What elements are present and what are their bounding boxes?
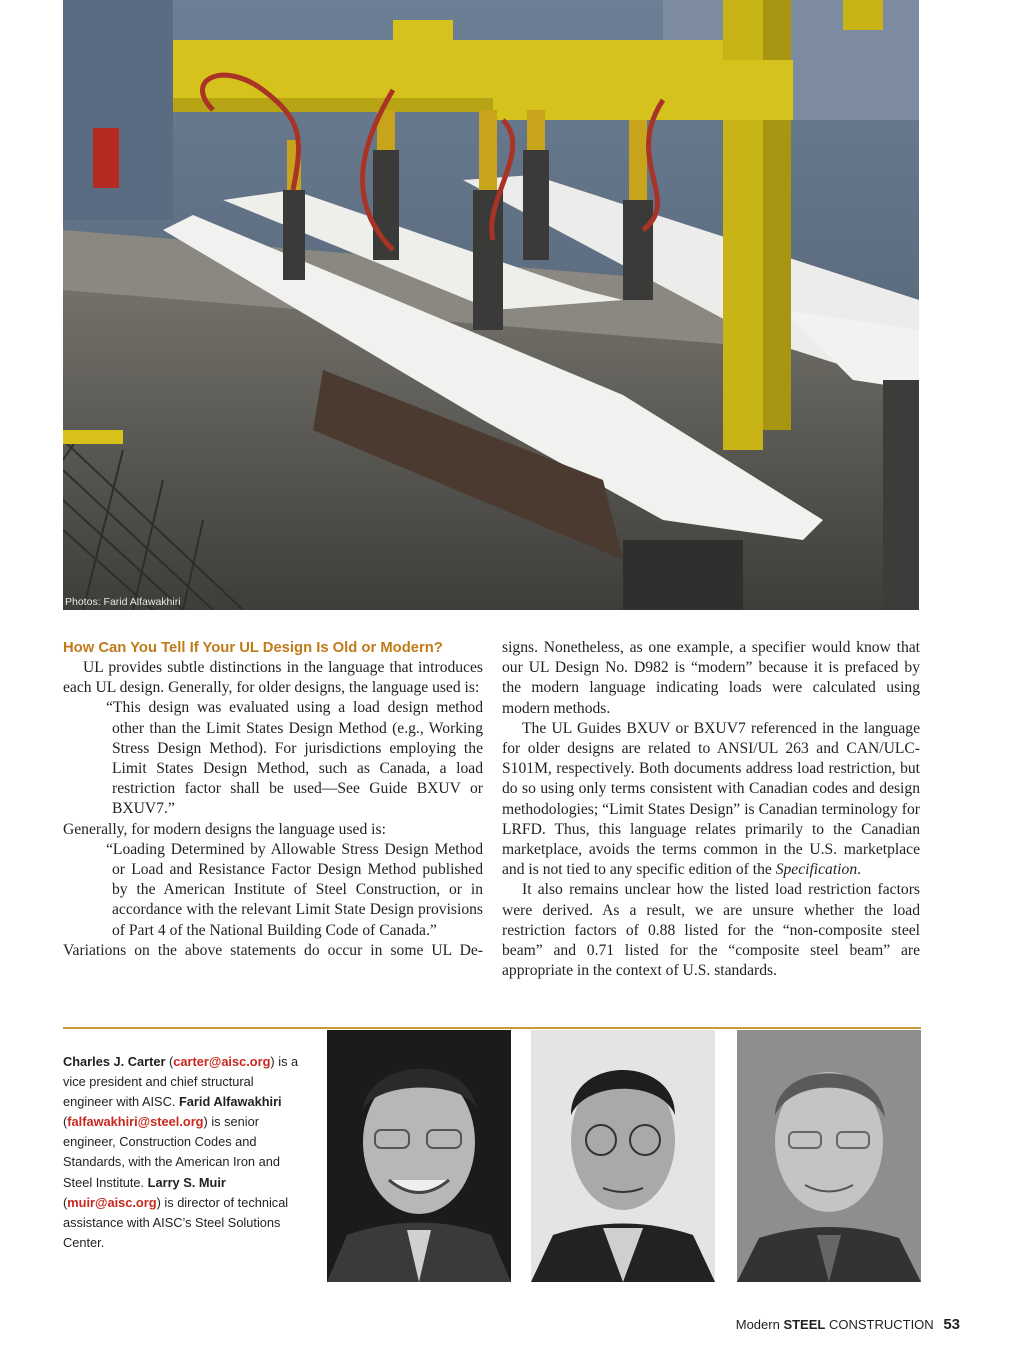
photo-credit: Photos: Farid Alfawakhiri: [65, 596, 181, 608]
paragraph-restriction-factors: It also remains unclear how the listed load restriction factors were derived. As a result, we are unsure whether the load restriction factors of 0.88 listed for the “non-composite steel beam” and 0.71 listed for the “composite steel beam” are appropriate in the context of U.S. standards.: [502, 881, 920, 980]
paragraph-modern-intro: Generally, for modern designs the language used is:: [63, 820, 386, 838]
author-name-muir: Larry S. Muir: [147, 1174, 226, 1190]
footer-construction: CONSTRUCTION: [828, 1317, 934, 1332]
quote-modern-designs: “Loading Determined by Allowable Stress Design Method or Load and Resistance Factor Design Method published by the American Institute of Steel Construction, or in accordance with the relevant Limit State Design provisions of Part 4 of the National Building Code of Canada.”: [106, 840, 483, 939]
email-link-alfawakhiri[interactable]: falfawakhiri@steel.org: [67, 1114, 204, 1130]
page-number: 53: [943, 1316, 960, 1333]
author-bio: Charles J. Carter (carter@aisc.org) is a vice president and chief structural engineer with AISC. Farid Alfawakhiri (falfawakhiri@steel.org) is senior engineer, Construction Codes and Standards, with the American Iron and Steel Institute. Larry S. Muir (muir@aisc.org) is director of technical assistance with AISC’s Steel Solutions Center.: [63, 1054, 299, 1250]
paragraph-ul-guides: The UL Guides BXUV or BXUV7 referenced in the language for older designs are related to ANSI/UL 263 and CAN/ULC-S101M, respectively. Both documents address load restriction, but do so using only terms consistent with Canadian codes and design methodologies; “Limit States Design” is Canadian terminology for LRFD. Thus, this language relates primarily to the Canadian marketplace, avoids the terms common in the U.S. marketplace and is not tied to any specific edition of the Specification.: [502, 719, 920, 879]
author-desc-muir: is director of technical assistance with AISC’s Steel Solutions Center.: [63, 1194, 289, 1250]
article-left-column: [63, 638, 483, 961]
author-desc-alfawakhiri: is senior engineer, Construction Codes and Standards, with the American Iron and Steel Institute.: [63, 1114, 280, 1190]
email-link-carter[interactable]: carter@aisc.org: [173, 1054, 271, 1069]
paragraph-intro: UL provides subtle distinctions in the language that introduces each UL design. Generally, for older designs, the language used is:: [63, 659, 483, 697]
footer-steel: STEEL: [783, 1317, 826, 1332]
portrait-carter: [327, 1030, 511, 1282]
author-name-alfawakhiri: Farid Alfawakhiri: [178, 1094, 282, 1110]
footer-modern: Modern: [735, 1317, 780, 1332]
fire-test-photo: [63, 0, 919, 610]
author-name-carter: Charles J. Carter: [63, 1054, 166, 1069]
portrait-alfawakhiri: [531, 1030, 715, 1282]
quote-older-designs: “This design was evaluated using a load design method other than the Limit States Design Method (e.g., Working Stress Design Method). For jurisdictions employing the Limit States Design Method, such as Canada, a load restriction factor shall be used—See Guide BXUV or BXUV7.”: [106, 699, 483, 818]
paragraph-variations: Variations on the above statements do occur in some UL De-: [63, 941, 483, 959]
email-link-muir[interactable]: muir@aisc.org: [67, 1194, 157, 1210]
fire-test-illustration: [63, 0, 919, 610]
divider-rule: [63, 1027, 921, 1029]
section-heading: How Can You Tell If Your UL Design Is Old or Modern?: [63, 640, 443, 656]
paragraph-continuation: signs. Nonetheless, as one example, a specifier would know that our UL Design No. D982 is “modern” because it is prefaced by the modern language indicating loads were calculated using modern methods.: [502, 639, 920, 717]
specification-italic: Specification: [775, 861, 858, 879]
page-footer: [736, 1316, 960, 1333]
portrait-muir: [737, 1030, 921, 1282]
author-desc-carter: is a vice president and chief structural engineer with AISC.: [63, 1054, 299, 1110]
article-right-column: [502, 638, 920, 981]
